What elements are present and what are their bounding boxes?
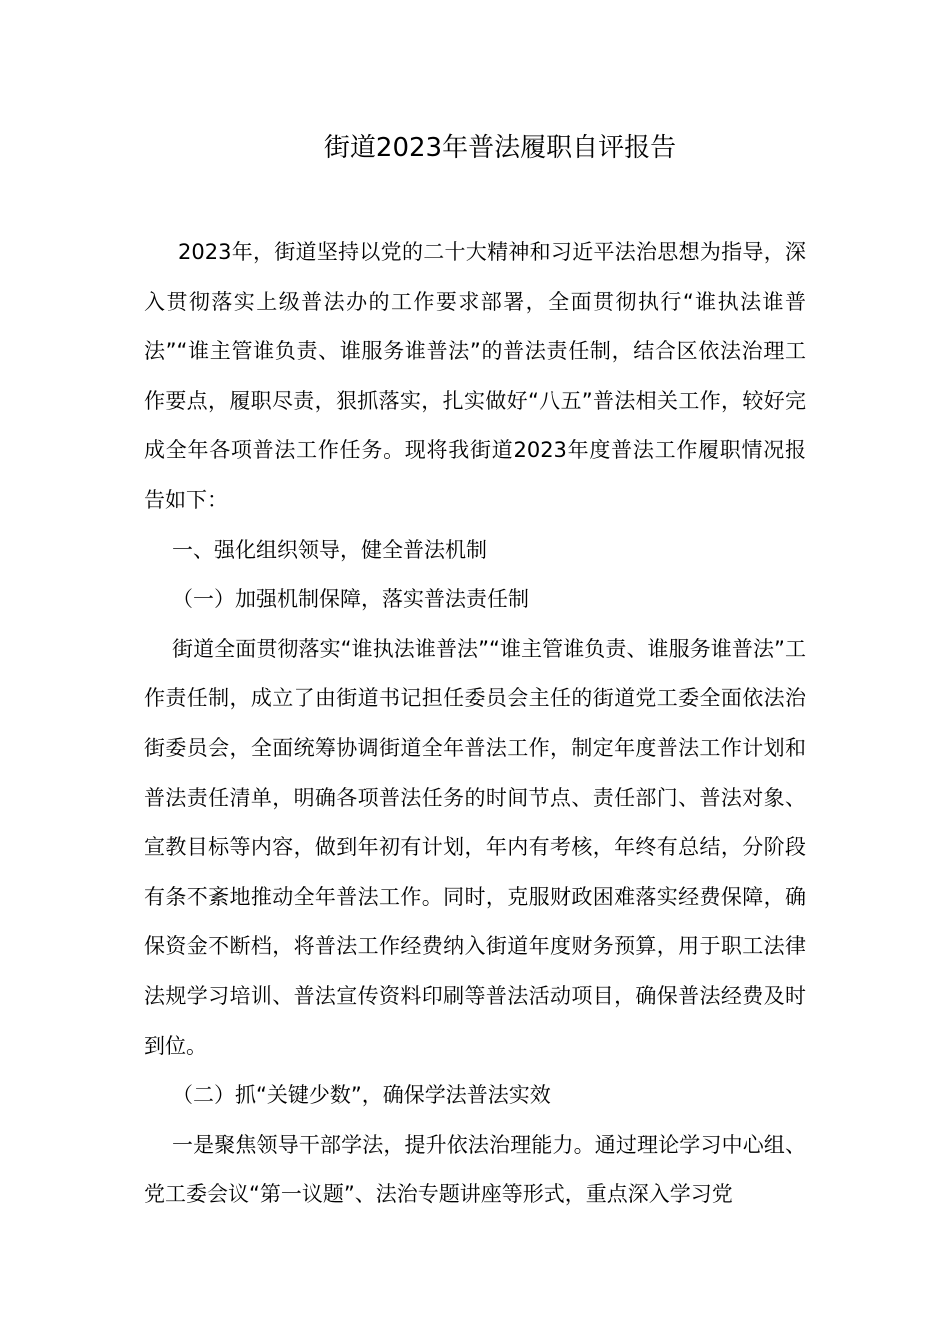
intro-paragraph: 2023年，街道坚持以党的二十大精神和习近平法治思想为指导，深入贯彻落实上级普法办的工作要求部署，全面贯彻执行“谁执法谁普法”“谁主管谁负责、谁服务谁普法”的普法责任制，结合区依法治理工作要点，履职尽责，狠抓落实，扎实做好“八五”普法相关工作，较好完成全年各项普法工作任务。现将我街道2023年度普法工作履职情况报告如下：: [144, 240, 806, 512]
subsection-heading-2: （二）抓“关键少数”，确保学法普法实效: [172, 1083, 551, 1108]
body-paragraph-1: 街道全面贯彻落实“谁执法谁普法”“谁主管谁负责、谁服务谁普法”工作责任制，成立了由街道书记担任委员会主任的街道党工委全面依法治街委员会，全面统筹协调街道全年普法工作，制定年度普法工作计划和普法责任清单，明确各项普法任务的时间节点、责任部门、普法对象、宣教目标等内容，做到年初有计划，年内有考核，年终有总结，分阶段有条不紊地推动全年普法工作。同时，克服财政困难落实经费保障，确保资金不断档，将普法工作经费纳入街道年度财务预算，用于职工法律法规学习培训、普法宣传资料印刷等普法活动项目，确保普法经费及时到位。: [144, 636, 806, 1058]
body-paragraph-2: 一是聚焦领导干部学法，提升依法治理能力。通过理论学习中心组、党工委会议“第一议题”、法治专题讲座等形式，重点深入学习党: [144, 1132, 806, 1207]
subsection-heading-1: （一）加强机制保障，落实普法责任制: [172, 587, 529, 612]
section-heading-1: 一、强化组织领导，健全普法机制: [172, 537, 487, 562]
document-body: [144, 228, 806, 1220]
document-title: 街道2023年普法履职自评报告: [323, 133, 677, 163]
